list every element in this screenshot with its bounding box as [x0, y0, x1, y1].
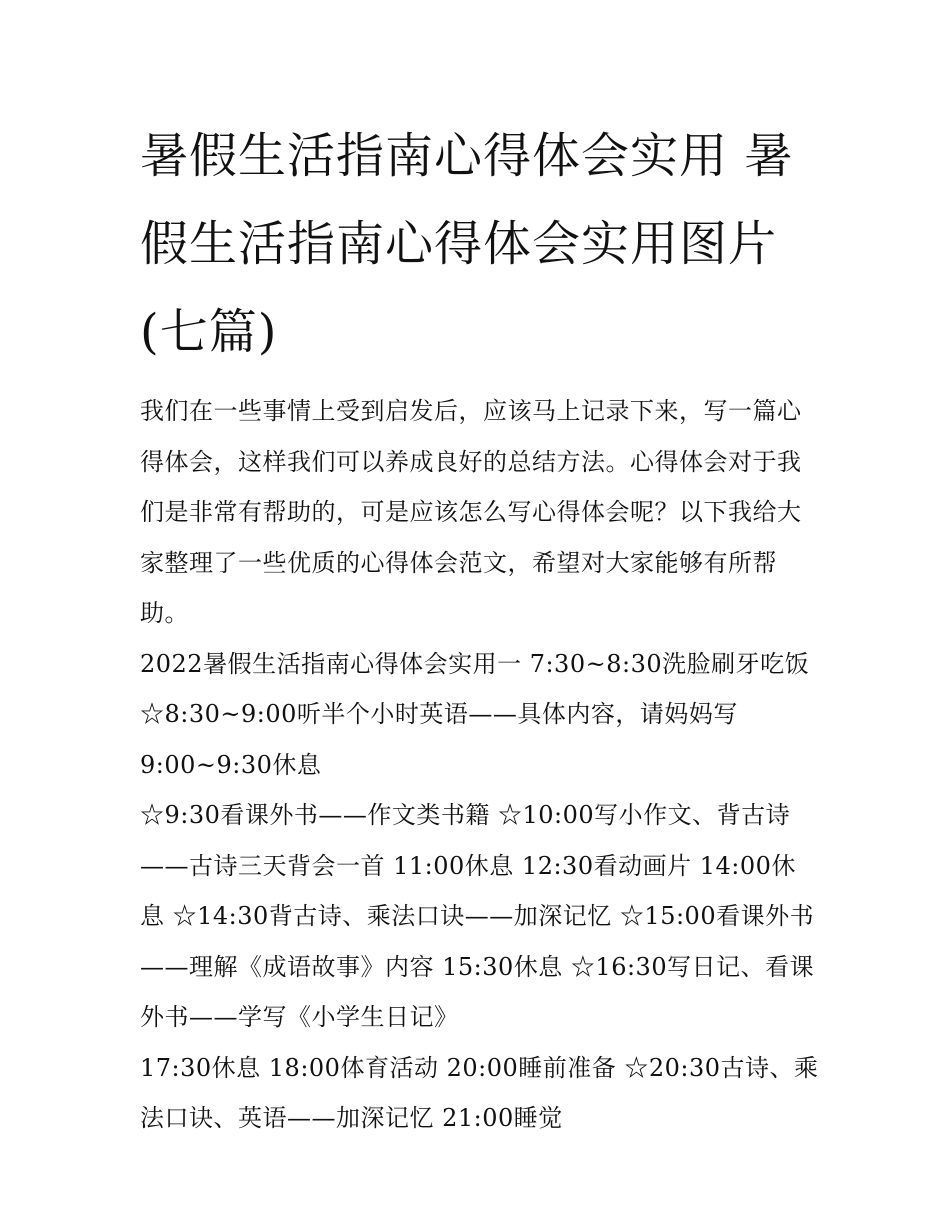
schedule-paragraph-2: ☆8:30~9:00听半个小时英语——具体内容，请妈妈写 [140, 700, 738, 728]
schedule-paragraph-3: 9:00~9:30休息 [140, 750, 322, 779]
schedule-paragraph-4: ☆9:30看课外书——作文类书籍 ☆10:00写小作文、背古诗——古诗三天背会一首 11:00休息 12:30看动画片 14:00休息 ☆14:30背古诗、乘法口诀——加深记忆 ☆15:00看课外书——理解《成语故事》内容 15:30休息 ☆16:30写日记、看课外书——学写《小学生日记》 [140, 801, 815, 1031]
intro-paragraph: 我们在一些事情上受到启发后，应该马上记录下来，写一篇心得体会，这样我们可以养成良好的总结方法。心得体会对于我们是非常有帮助的，可是应该怎么写心得体会呢？以下我给大家整理了一些优质的心得体会范文，希望对大家能够有所帮助。 [140, 397, 802, 627]
document-page [140, 112, 820, 1144]
document-title: 暑假生活指南心得体会实用 暑假生活指南心得体会实用图片(七篇) [140, 128, 794, 360]
schedule-paragraph-5: 17:30休息 18:00体育活动 20:00睡前准备 ☆20:30古诗、乘法口诀、英语——加深记忆 21:00睡觉 [140, 1053, 819, 1132]
schedule-paragraph-1: 2022暑假生活指南心得体会实用一 7:30~8:30洗脸刷牙吃饭 [140, 649, 810, 678]
